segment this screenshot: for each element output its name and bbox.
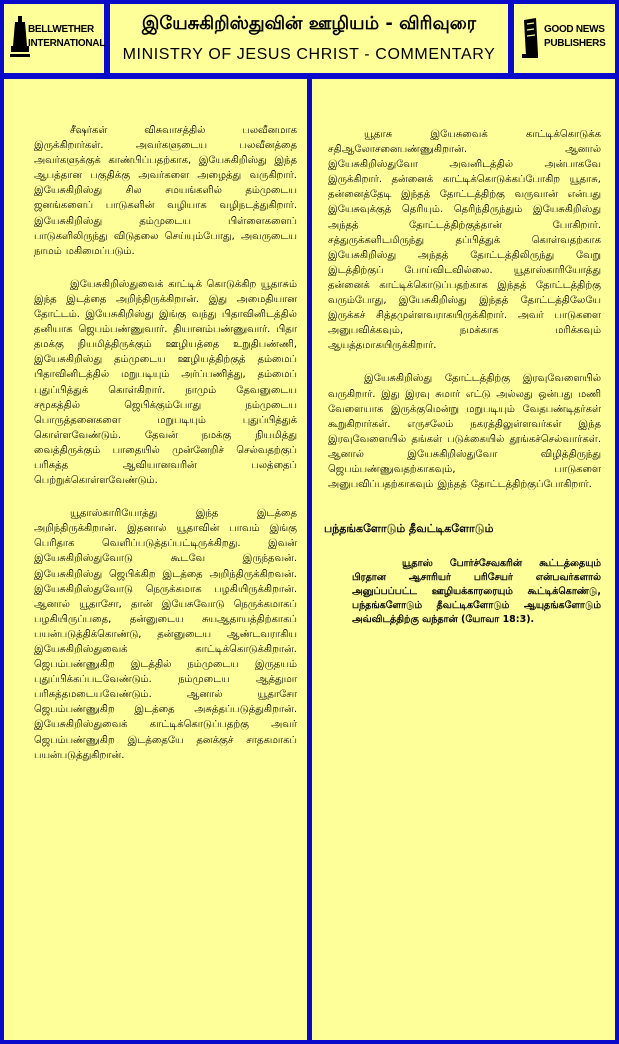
paragraph: இயேசுகிறிஸ்து தோட்டத்திற்கு இரவுவேளையில் வருகிறார். இது இரவு சுமார் எட்டு அல்லது ஒன்பது மணி வேளையாக இருக்குமென்று மறுபடியும் வேதபண்டிதர்கள் கூறுகிறார்கள். எருசலேம் நகரத்திலுள்ளவர்கள் இந்த இரவுவேளையில் தங்கள் படுக்கையில் தூங்கச்செல்வார்கள். ஆனால் இயேசுகிறிஸ்துவோ விழித்திருந்து ஜெபம்பண்ணுவதற்காகவும், பாடுகளை அனுபவிப்பதற்காகவும் இந்தத் தோட்டத்திற்குப்போகிறார். (328, 373, 601, 491)
paragraph: சீஷர்கள் விசுவாசத்தில் பலவீனமாக இருக்கிறார்கள். அவர்களுடைய பலவீனத்தை அவர்களுக்குக் காண்பிப்பதற்காக, இயேசுகிறிஸ்து இந்த ஆபத்தான பகுதிக்கு அவர்களை அழைத்து வருகிறார். இயேசுகிறிஸ்து சில சமயங்களில் தம்முடைய ஜனங்களைப் பாடுகளின் வழியாக வழிநடத்துகிறார். இயேசுகிறிஸ்து தம்முடைய பிள்ளைகளைப் பாடுகளிலிருந்து விடுதலை செய்யும்போது, அவருடைய நாமம் மகிமைப்படும். (34, 125, 297, 257)
scroll-icon (520, 16, 540, 60)
right-column (312, 79, 615, 1040)
title-banner (110, 4, 508, 73)
paragraph: யூதாசு இயேசுவைக் காட்டிக்கொடுக்க சதிஆலோசனைபண்ணுகிறான். ஆனால் இயேசுகிறிஸ்துவோ அவனிடத்தில் அன்பாகவே இருக்கிறார். தன்னைக் காட்டிக்கொடுக்கப்போகிற யூதாசு, தன்னைத்தேடி இந்தத் தோட்டத்திற்கு வருவான் என்பது இயேசுவுக்குத் தெரியும். தெரிந்திருந்தும் இயேசுகிறிஸ்து அந்தத் தோட்டத்திற்குத்தான் போகிறார். சத்துருக்களிடமிருந்து தப்பித்துக் கொள்வதற்காக இயேசுகிறிஸ்து அந்தத் தோட்டத்திலிருந்து வேறு இடத்திற்குப் போய்விடவில்லை. யூதாஸ்காரியோத்து தன்னைக் காட்டிக்கொடுப்பதற்காக இந்தத் தோட்டத்திற்கு வரும்போது, இயேசுகிறிஸ்து இந்தத் தோட்டத்திலேயே இருக்கச் சித்தமுள்ளவராகயிருக்கிறார். அவர் பாடுகளை அனுபவிக்கவும், நமக்காக மரிக்கவும் ஆயத்தமாகயிருக்கிறார். (328, 129, 601, 352)
title-english: MINISTRY OF JESUS CHRIST - COMMENTARY (122, 46, 496, 63)
good-news-logo-text: GOOD NEWS PUBLISHERS (544, 24, 606, 49)
bellwether-logo (4, 4, 104, 73)
left-column (4, 79, 307, 1040)
title-tamil: இயேசுகிறிஸ்துவின் ஊழியம் - விரிவுரை (141, 13, 477, 34)
paragraph: யூதாஸ்காரியோத்து இந்த இடத்தை அறிந்திருக்கிறான். இதனால் யூதாவின் பாவம் இங்கு பெரிதாக வெளிப்படுத்தப்பட்டிருக்கிறது. இவன் இயேசுகிறிஸ்துவோடு கூடவே இருந்தவன். இயேசுகிறிஸ்து ஜெபிக்கிற இடத்தை அறிந்திருக்கிறவன். இயேசுகிறிஸ்துவோடு நெருக்கமாக பழகியிருக்கிறான். ஆனால் யூதாசோ, தான் இயேசுவோடு நெருக்கமாகப் பழகியிருப்பதை, தன்னுடைய சுயஆதாயத்திற்காகப் பயன்படுத்திக்கொண்டு, தன்னுடைய ஆண்டவராகிய இயேசுகிறிஸ்துவைக் காட்டிக்கொடுக்கிறான். ஜெபம்பண்ணுகிற இடத்தில் நம்முடைய இருதயம் புதுப்பிக்கப்படவேண்டும். நம்முடைய ஆத்துமா பரிசுத்தமடையவேண்டும். ஆனால் யூதாசோ ஜெபம்பண்ணுகிற இடத்தை அசுத்தப்படுத்துகிறான். இயேசுகிறிஸ்துவைக் காட்டிக்கொடுப்பதற்கு அவர் ஜெபம்பண்ணுகிற இடத்தையே தனக்குச் சாதகமாகப் பயன்படுத்துகிறான். (34, 508, 297, 761)
good-news-logo (514, 4, 615, 73)
scripture-quote: யூதாஸ் போர்ச்சேவகரின் கூட்டத்தையும் பிரதான ஆசாரியர் பரிசேயர் என்பவர்களால் அனுப்பப்பட்ட ஊழியக்காரரையும் கூட்டிக்கொண்டு, பந்தங்களோடும் தீவட்டிகளோடும் ஆயுதங்களோடும் அவ்விடத்திற்கு வந்தான் (யோவா 18:3). (352, 558, 601, 626)
paragraph: இயேசுகிறிஸ்துவைக் காட்டிக் கொடுக்கிற யூதாசும் இந்த இடத்தை அறிந்திருக்கிறான். இது அமைதியான தோட்டம். இயேசுகிறிஸ்து இங்கு வந்து பிதாவினிடத்தில் தனியாக ஜெபம்பண்ணுவார். தியானம்பண்ணுவார். பிதா தமக்கு நியமித்திருக்கும் ஊழியத்தை உறுதிபண்ணி, இயேசுகிறிஸ்து தம்முடைய ஊழியத்திற்குத் தம்மைப் பிதாவினிடத்தில் மறுபடியும் அர்ப்பணித்து, தம்மைப் புதுப்பித்துக் கொள்கிறார். நாமும் தேவனுடைய சமூகத்தில் ஜெபிக்கும்போது நம்முடைய பொருத்தனைகளை மறுபடியும் புதுப்பித்துக் கொள்ளவேண்டும். தேவன் நமக்கு நியமித்து வைத்திருக்கும் பாதையில் முன்னேறிச் செல்வதற்குப் பரிசுத்த ஆவியானவரின் பலத்தைப் பெற்றுக்கொள்ளவேண்டும். (34, 278, 297, 487)
bellwether-logo-text: BELLWETHER INTERNATIONAL (28, 24, 106, 49)
section-heading: பந்தங்களோடும் தீவட்டிகளோடும் (324, 522, 494, 536)
bell-tower-icon (10, 16, 30, 60)
